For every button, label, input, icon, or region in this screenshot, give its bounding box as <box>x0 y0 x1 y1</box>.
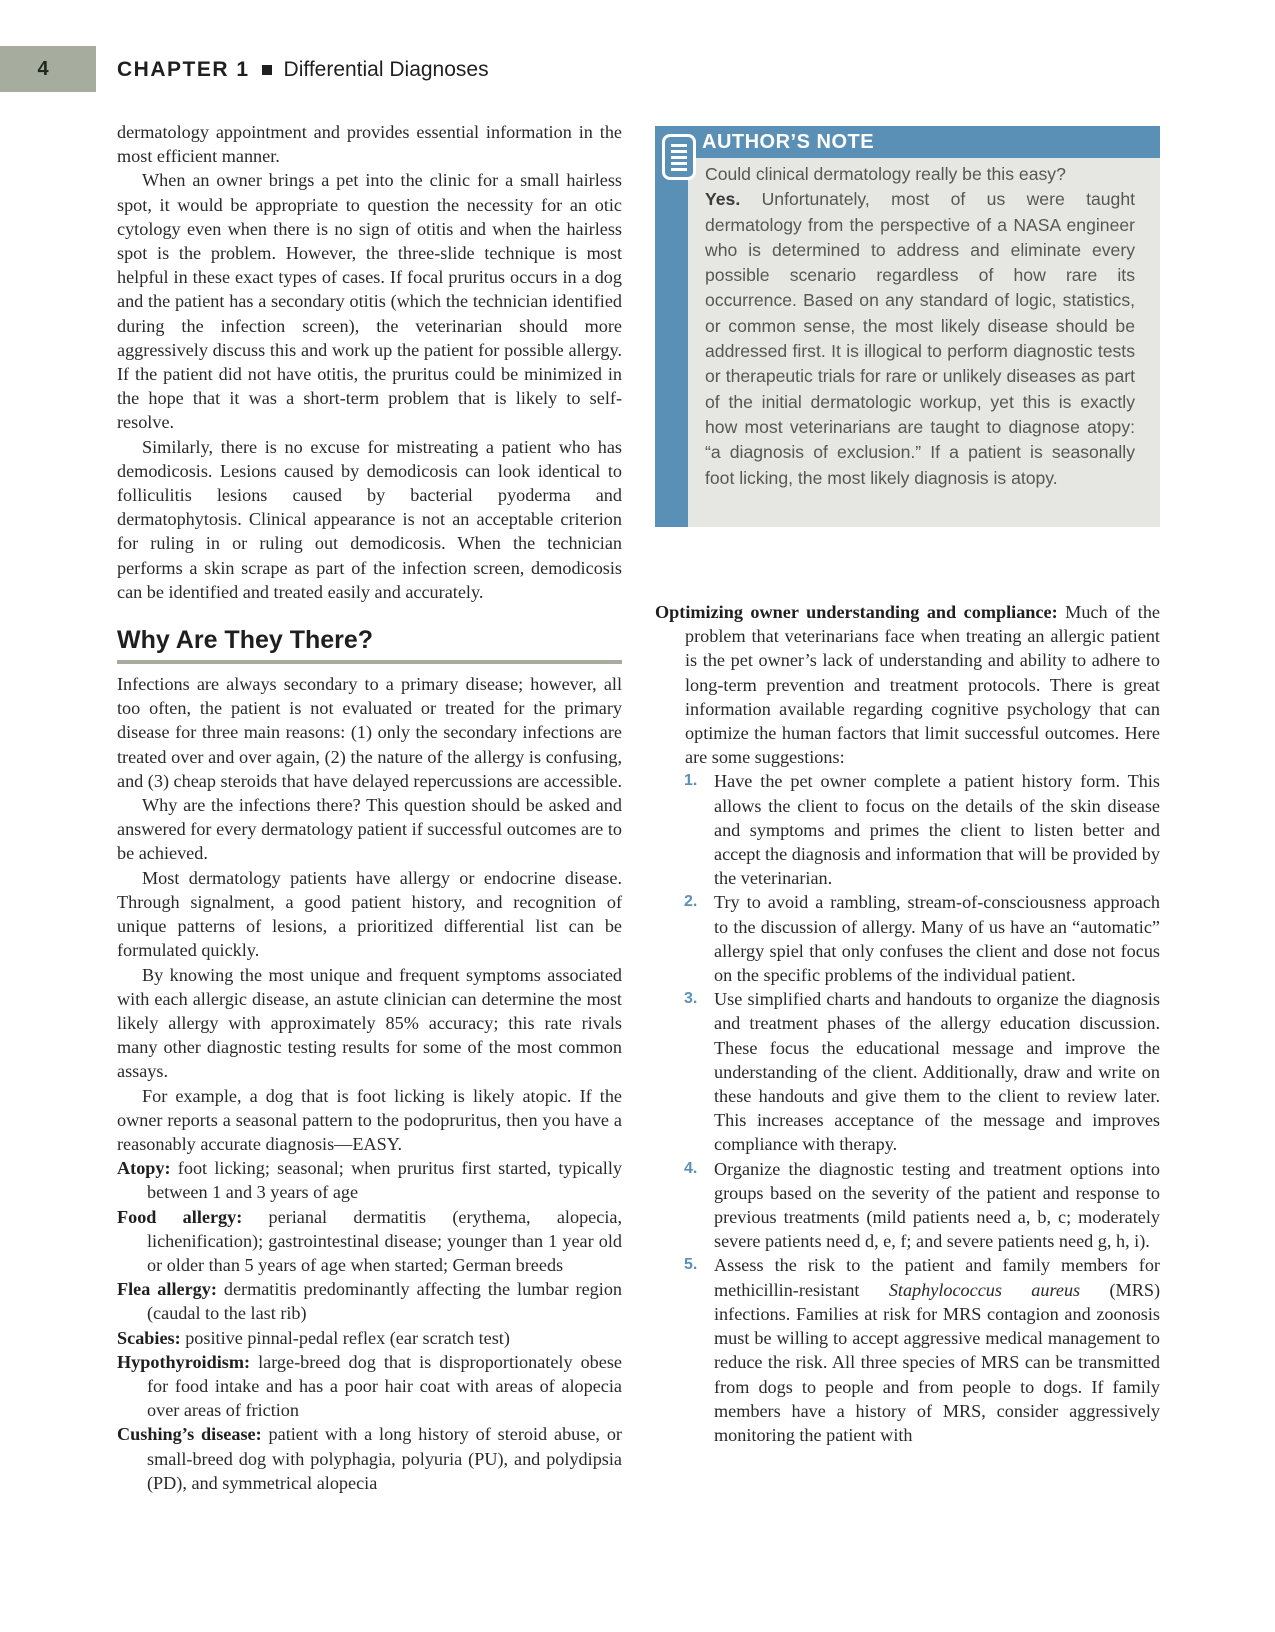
list-item-text: Try to avoid a rambling, stream-of-consciousness approach to the discussion of allergy. Many of us have an “automatic” allergy spiel that only confuses the client and dose not focus on the specific problems of the individual patient. <box>714 892 1160 986</box>
list-item-text-pre: Assess the risk to the patient and family members for methicillin-resistant <box>714 1255 1160 1300</box>
list-item <box>655 769 1160 890</box>
list-item <box>655 1253 1160 1447</box>
paragraph: Why are the infections there? This question should be asked and answered for every dermatology patient if successful outcomes are to be achieved. <box>117 795 622 864</box>
paragraph: When an owner brings a pet into the clinic for a small hairless spot, it would be appropriate to question the necessity for an otic cytology even when there is no sign of otitis and when the hairless spot is the problem. However, the three-slide technique is most helpful in these exact types of cases. If focal pruritus occurs in a dog and the patient has a secondary otitis (which the technician identified during the infection screen), the veterinarian should more aggressively discuss this and work up the patient for possible allergy. If the patient did not have otitis, the pruritus could be minimized in the hope that it was a short-term problem that is likely to self-resolve. <box>117 170 622 433</box>
list-item <box>655 890 1160 987</box>
page-number: 4 <box>37 57 49 80</box>
definition-text: foot licking; seasonal; when pruritus first started, typically between 1 and 3 years of age <box>147 1158 622 1203</box>
note-question: Could clinical dermatology really be this easy? <box>705 164 1066 184</box>
list-number: 4. <box>684 1159 698 1177</box>
definition-text: large-breed dog that is disproportionately obese for food intake and has a poor hair coat with areas of alopecia over areas of friction <box>147 1351 622 1421</box>
definition-term: Cushing’s disease: <box>117 1424 262 1445</box>
list-number: 5. <box>684 1256 698 1274</box>
definition-atopy <box>117 1156 622 1204</box>
definition-hypothyroidism <box>117 1350 622 1423</box>
definition-scabies <box>117 1326 622 1350</box>
definition-term: Hypothyroidism: <box>117 1351 251 1372</box>
section-heading: Why Are They There? <box>117 624 622 664</box>
note-body <box>705 162 1135 491</box>
definition-term: Flea allergy: <box>117 1279 217 1300</box>
paragraph: Most dermatology patients have allergy or endocrine disease. Through signalment, a good patient history, and recognition of unique patterns of lesions, a prioritized differential list can be formulated quickly. <box>117 867 622 961</box>
paragraph: Similarly, there is no excuse for mistreating a patient who has demodicosis. Lesions caused by demodicosis can look identical to folliculitis lesions caused by bacterial pyoderma and dermatophytosis. Clinical appearance is not an acceptable criterion for ruling in or ruling out demodicosis. When the technician performs a skin scrape as part of the infection screen, demodicosis can be identified and treated easily and accurately. <box>117 436 622 602</box>
definition-text: perianal dermatitis (erythema, alopecia, lichenification); gastrointestinal disease; younger than 1 year old or older than 5 years of age when started; German breeds <box>147 1206 622 1275</box>
list-item-text: Organize the diagnostic testing and treatment options into groups based on the severity of the patient and response to previous treatments (mild patients need a, b, c; moderately severe patients need d, e, f; and severe patients need g, h, i). <box>714 1158 1160 1252</box>
paragraph: For example, a dog that is foot licking is likely atopic. If the owner reports a seasonal pattern to the podopruritus, then you have a reasonably accurate diagnosis—EASY. <box>117 1085 622 1154</box>
left-column <box>117 120 622 1495</box>
definition-term: Atopy: <box>117 1158 171 1179</box>
note-body-text: Unfortunately, most of us were taught dermatology from the perspective of a NASA engineer who is determined to address and eliminate every possible scenario regardless of how rare its occurrence. Based on any standard of logic, statistics, or common sense, the most likely disease should be addressed first. It is illogical to perform diagnostic tests or therapeutic trials for rare or unlikely diseases as part of the initial dermatologic workup, yet this is exactly how most veterinarians are taught to diagnose atopy: “a diagnosis of exclusion.” If a patient is seasonally foot licking, the most likely diagnosis is atopy. <box>705 189 1135 488</box>
list-number: 1. <box>684 772 698 790</box>
paragraph: By knowing the most unique and frequent symptoms associated with each allergic disease, an astute clinician can determine the most likely allergy with approximately 85% accuracy; this rate rivals many other diagnostic testing results for some of the most common assays. <box>117 964 622 1082</box>
paragraph: dermatology appointment and provides essential information in the most efficient manner. <box>117 122 622 167</box>
definition-term: Food allergy: <box>117 1206 243 1227</box>
list-item <box>655 987 1160 1156</box>
list-number: 3. <box>684 990 698 1008</box>
running-head <box>117 56 489 84</box>
square-bullet-icon <box>262 65 272 75</box>
compliance-lead <box>655 600 1160 769</box>
note-title: AUTHOR’S NOTE <box>688 126 1160 158</box>
list-item-text-post: (MRS) infections. Families at risk for MRS contagion and zoonosis must be willing to accept aggressive medical management to reduce the risk. All three species of MRS can be transmitted from dogs to people and from people to dogs. If family members have a history of MRS, consider aggressively monitoring the patient with <box>714 1279 1160 1445</box>
suggestions-list <box>655 769 1160 1447</box>
definition-flea-allergy <box>117 1277 622 1325</box>
list-item-text: Have the pet owner complete a patient history form. This allows the client to focus on the details of the skin disease and symptoms and primes the client to listen better and accept the diagnosis and information that will be provided by the veterinarian. <box>714 771 1160 889</box>
definition-text: positive pinnal-pedal reflex (ear scratch test) <box>180 1327 510 1348</box>
chapter-title: Differential Diagnoses <box>283 58 489 81</box>
list-number: 2. <box>684 893 698 911</box>
definition-text: patient with a long history of steroid abuse, or small-breed dog with polyphagia, polyuria (PU), and polydipsia (PD), and symmetrical alopecia <box>147 1424 622 1493</box>
definition-text: dermatitis predominantly affecting the lumbar region (caudal to the last rib) <box>147 1279 622 1324</box>
list-item <box>655 1157 1160 1254</box>
list-item-text: Use simplified charts and handouts to organize the diagnosis and treatment phases of the allergy education discussion. These focus the educational message and improve the understanding of the client. Additionally, draw and write on these handouts and give them to the client to review later. This increases acceptance of the message and improves compliance with therapy. <box>714 989 1160 1155</box>
definition-term: Scabies: <box>117 1327 181 1348</box>
chapter-label: CHAPTER 1 <box>117 58 250 81</box>
note-answer <box>705 187 1135 491</box>
lead-term: Optimizing owner understanding and compliance: <box>655 602 1058 622</box>
page-number-tab <box>0 46 96 92</box>
paragraph: Infections are always secondary to a primary disease; however, all too often, the patient is not evaluated or treated for the primary disease for three main reasons: (1) only the secondary infections are treated over and over again, (2) the nature of the allergy is confusing, and (3) cheap steroids that have delayed repercussions are accessible. <box>117 674 622 791</box>
note-accent-bar <box>655 126 688 527</box>
species-name: Staphylococcus aureus <box>888 1279 1081 1300</box>
lead-text: Much of the problem that veterinarians face when treating an allergic patient is the pet owner’s lack of understanding and ability to adhere to long-term prevention and treatment protocols. There is great information available regarding cognitive psychology that can optimize the human factors that limit successful outcomes. Here are some suggestions: <box>685 602 1160 768</box>
definition-cushings <box>117 1422 622 1495</box>
note-yes: Yes. <box>705 189 741 210</box>
notepad-icon <box>662 134 696 180</box>
right-column <box>655 600 1160 1447</box>
definition-food-allergy <box>117 1205 622 1278</box>
authors-note-box <box>655 126 1160 527</box>
